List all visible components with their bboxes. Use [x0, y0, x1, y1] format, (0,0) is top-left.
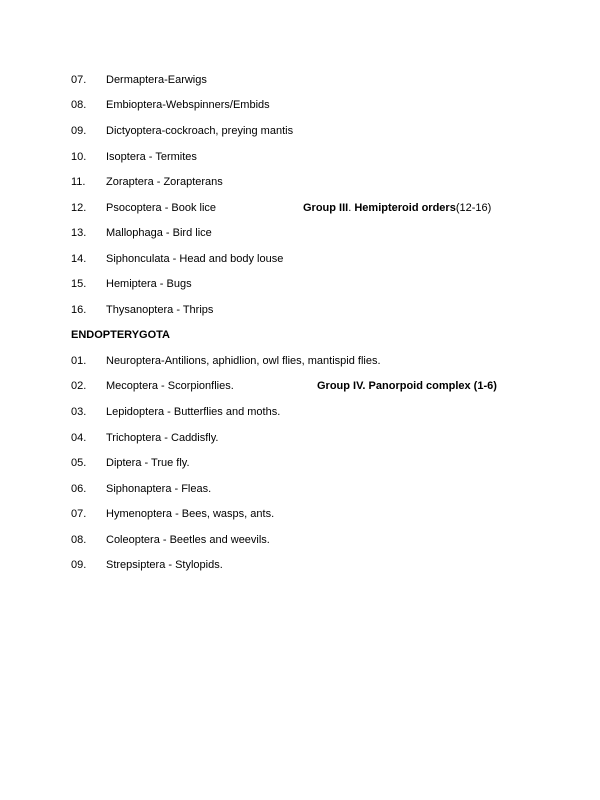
group-iii-range: (12-16): [455, 202, 492, 214]
item-number: 15.: [71, 278, 87, 290]
item-number: 09.: [71, 559, 87, 571]
group-iii-subtitle: Hemipteroid orders: [354, 202, 456, 214]
item-text: Dictyoptera-cockroach, preying mantis: [106, 125, 294, 137]
list-item-dictyoptera: [0, 124, 600, 138]
list-item-psocoptera: [0, 201, 600, 215]
list-item-coleoptera: [0, 533, 600, 547]
list-item-hemiptera: [0, 277, 600, 291]
item-text: Psocoptera - Book lice: [106, 202, 217, 214]
item-number: 09.: [71, 125, 87, 137]
group-iv-label: Group IV. Panorpoid complex (1-6): [317, 380, 497, 392]
item-text: Lepidoptera - Butterflies and moths.: [106, 406, 281, 418]
item-text: Mallophaga - Bird lice: [106, 227, 212, 239]
list-item-siphonaptera: [0, 482, 600, 496]
item-number: 13.: [71, 227, 87, 239]
item-text: Siphonaptera - Fleas.: [106, 483, 212, 495]
item-number: 08.: [71, 99, 87, 111]
item-text: Trichoptera - Caddisfly.: [106, 432, 219, 444]
item-number: 01.: [71, 355, 87, 367]
list-item-dermaptera: [0, 73, 600, 87]
item-text: Hymenoptera - Bees, wasps, ants.: [106, 508, 275, 520]
item-number: 11.: [71, 176, 86, 188]
list-item-siphonculata: [0, 252, 600, 266]
item-number: 07.: [71, 508, 87, 520]
list-item-mecoptera: [0, 379, 600, 393]
item-number: 03.: [71, 406, 87, 418]
list-item-zoraptera: [0, 175, 600, 189]
item-number: 06.: [71, 483, 87, 495]
section-heading-row: [0, 328, 600, 342]
list-item-diptera: [0, 456, 600, 470]
item-text: Isoptera - Termites: [106, 151, 197, 163]
list-item-neuroptera: [0, 354, 600, 368]
list-item-isoptera: [0, 150, 600, 164]
item-number: 14.: [71, 253, 87, 265]
item-number: 16.: [71, 304, 87, 316]
list-item-thysanoptera: [0, 303, 600, 317]
item-text: Diptera - True fly.: [106, 457, 190, 469]
item-text: Zoraptera - Zorapterans: [106, 176, 223, 188]
group-iii-separator: .: [348, 202, 355, 214]
item-number: 12.: [71, 202, 87, 214]
item-number: 07.: [71, 74, 87, 86]
item-number: 05.: [71, 457, 87, 469]
item-text: Embioptera-Webspinners/Embids: [106, 99, 270, 111]
item-number: 08.: [71, 534, 87, 546]
item-text: Hemiptera - Bugs: [106, 278, 192, 290]
item-number: 02.: [71, 380, 87, 392]
list-item-embioptera: [0, 98, 600, 112]
list-item-lepidoptera: [0, 405, 600, 419]
group-iii-title: Group III: [303, 202, 349, 214]
item-text: Strepsiptera - Stylopids.: [106, 559, 223, 571]
item-text: Mecoptera - Scorpionflies.: [106, 380, 234, 392]
list-item-mallophaga: [0, 226, 600, 240]
list-item-strepsiptera: [0, 558, 600, 572]
group-iii-label: [303, 201, 491, 215]
list-item-hymenoptera: [0, 507, 600, 521]
item-text: Siphonculata - Head and body louse: [106, 253, 284, 265]
item-text: Neuroptera-Antilions, aphidlion, owl flies, mantispid flies.: [106, 355, 381, 367]
item-text: Thysanoptera - Thrips: [106, 304, 214, 316]
list-item-trichoptera: [0, 431, 600, 445]
endopterygota-heading: ENDOPTERYGOTA: [71, 329, 171, 341]
item-number: 04.: [71, 432, 87, 444]
item-text: Coleoptera - Beetles and weevils.: [106, 534, 270, 546]
item-number: 10.: [71, 151, 87, 163]
item-text: Dermaptera-Earwigs: [106, 74, 207, 86]
